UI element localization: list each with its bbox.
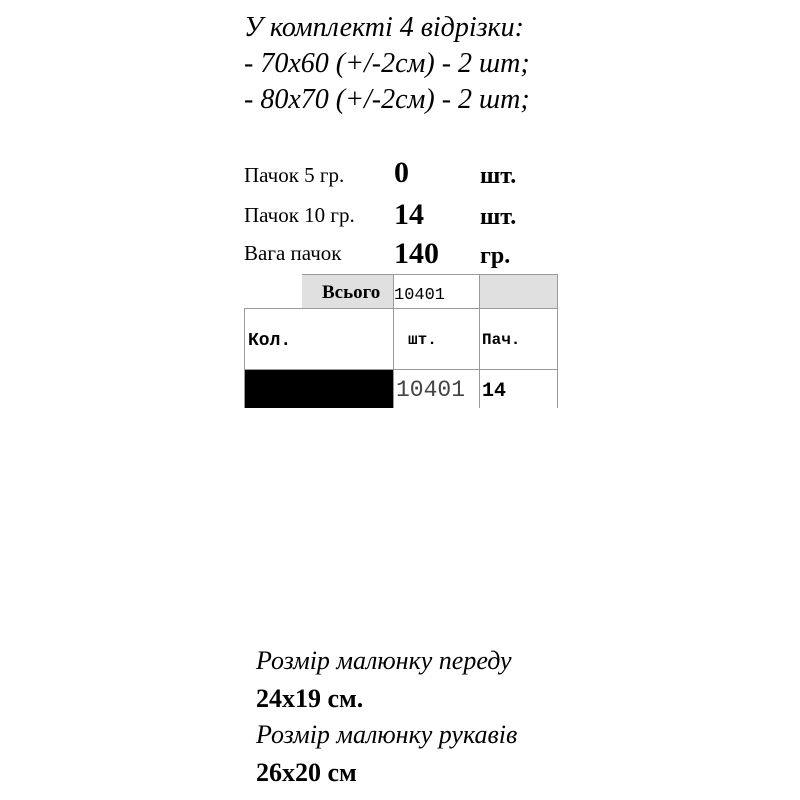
grid-line xyxy=(393,274,394,408)
pack-10g-label: Пачок 10 гр. xyxy=(244,203,355,227)
pack-5g-value: 0 xyxy=(394,156,409,189)
pack-5g-label: Пачок 5 гр. xyxy=(244,163,345,187)
front-size-label: Розмір малюнку переду xyxy=(256,646,512,675)
set-line-2: - 80х70 (+/-2см) - 2 шт; xyxy=(244,84,530,115)
grid-line xyxy=(244,308,245,408)
pack-5g-unit: шт. xyxy=(480,163,517,189)
pack-weight-label: Вага пачок xyxy=(244,241,342,265)
front-size-value: 24х19 см. xyxy=(256,684,364,713)
grid-line xyxy=(302,274,558,275)
grid-line xyxy=(244,369,558,370)
total-value: 10401 xyxy=(394,286,446,305)
header-pieces: шт. xyxy=(408,331,437,349)
sleeve-size-label: Розмір малюнку рукавів xyxy=(256,720,518,749)
pack-10g-value: 14 xyxy=(394,198,424,231)
grid-line xyxy=(244,308,558,309)
row-packs: 14 xyxy=(482,380,507,403)
row-pieces: 10401 xyxy=(396,377,466,403)
pack-weight-unit: гр. xyxy=(480,243,511,269)
grid-line xyxy=(479,274,480,408)
color-swatch xyxy=(244,370,393,408)
pack-10g-unit: шт. xyxy=(480,204,517,230)
grid-line xyxy=(557,274,558,408)
set-title: У комплекті 4 відрізки: xyxy=(244,12,524,43)
set-line-1: - 70х60 (+/-2см) - 2 шт; xyxy=(244,48,530,79)
total-label: Всього xyxy=(322,282,381,303)
sleeve-size-value: 26х20 см xyxy=(256,758,357,787)
total-empty-cell xyxy=(480,274,558,308)
header-color: Кол. xyxy=(248,331,292,351)
pack-weight-value: 140 xyxy=(394,237,439,270)
header-packs: Пач. xyxy=(482,331,521,349)
